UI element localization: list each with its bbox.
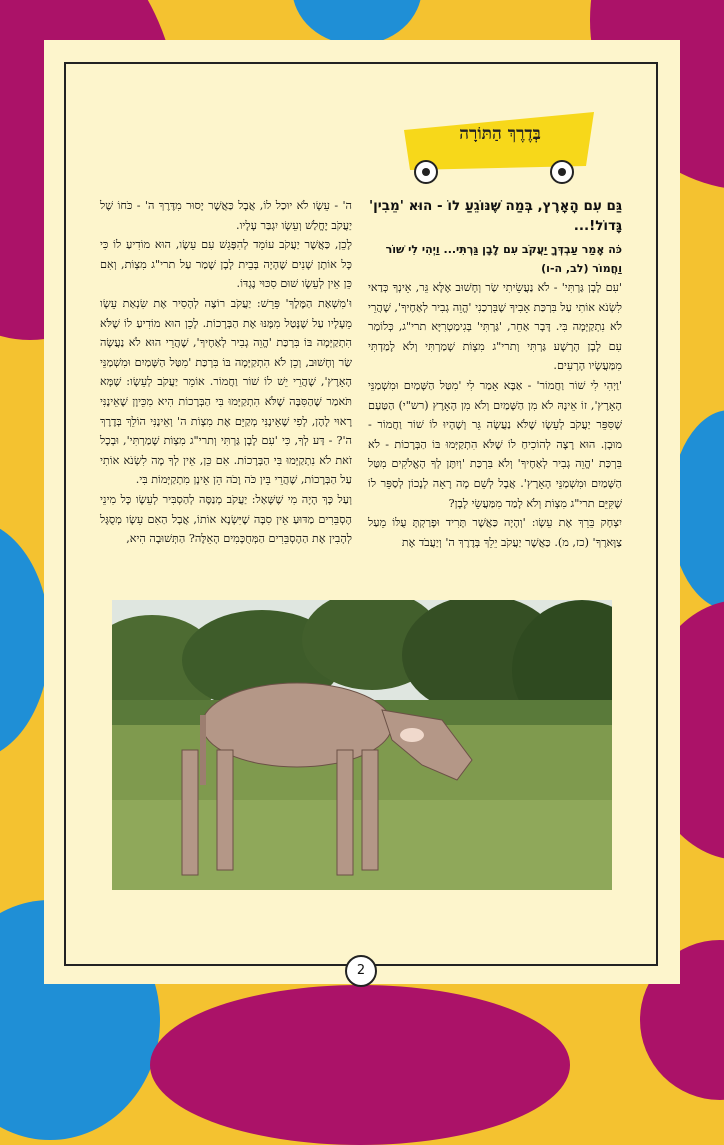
right-column	[368, 278, 622, 552]
paragraph: וְעַל כָּךְ הָיָה מִי שֶׁשָּׁאַל: יַעֲקֹב מְנַסֶּה לְהַסְבִּיר לְעֵשָׂו כָּל מִינֵי הֶסְבֵּרִים מַדּוּעַ אֵין סִבָּה שֶׁיִּשְׂנָא אוֹתוֹ, אֲבָל הַאִם עֵשָׂו מְסֻגָּל לְהָבִין אֶת הַהֶסְבֵּרִים הַמְּחֻכָּמִים הָאֵלֶּה? הַתְּשׁוּבָה הִיא,	[100, 492, 352, 546]
paragraph: לָכֵן, כַּאֲשֶׁר יַעֲקֹב עוֹמֵד לְהִפָּגֵשׁ עִם עֵשָׂו, הוּא מוֹדִיעַ לוֹ כִּי כָּל אוֹתָן שָׁנִים שֶׁהָיָה בְּבֵית לָבָן שָׁמַר עַל תרי"ג מִצְוֹת, וְאִם כֵּן אֵין לְעֵשָׂו שׁוּם סִכּוּי נֶגְדּוֹ.	[100, 238, 352, 291]
cow-photo	[112, 600, 612, 890]
background-blob-blue-top	[292, 0, 422, 45]
page-number: 2	[345, 955, 377, 987]
article-headline: גַּם עִם הָאָרֶץ, בְּמַה שֶּׁנּוֹגֵעַ לוֹ - הוּא 'מֵבִין' גָּדוֹל!...	[369, 198, 622, 234]
background-blob-magenta-bottom	[150, 985, 570, 1145]
paragraph: יִצְחָק בֵּרֵךְ אֶת עֵשָׂו: 'וְהָיָה כַּאֲשֶׁר תָּרִיד וּפָרַקְתָּ עֻלּוֹ מֵעַל צַוָּארֶךָ' (כז, מ). כַּאֲשֶׁר יַעֲקֹב יֵלֵךְ בְּדֶרֶךְ ה' וְיַעֲבֹד אֶת	[368, 516, 622, 549]
background-blob-blue-left	[0, 520, 50, 760]
paragraph: ה' - עֵשָׂו לֹא יוּכַל לוֹ, אֲבָל כַּאֲשֶׁר יָסוּר מִדֶּרֶךְ ה' - כֹּחוֹ שֶׁל יַעֲקֹב יֶחֱלַשׁ וְעֵשָׂו יִגְבַּר עָלָיו.	[100, 199, 352, 232]
cow-photo-image	[112, 600, 612, 890]
paragraph: 'עִם לָבָן גַּרְתִּי' - לֹא נַעֲשֵׂיתִי שַׂר וְחָשׁוּב אֶלָּא גֵּר, אֵינְךָ כְּדַאי לִשְׂנֹא אוֹתִי עַל בִּרְכַּת אָבִיךָ שֶׁבֵּרְכַנִי 'הֱוֵה גְבִיר לְאַחֶיךָ', שֶׁהֲרֵי לֹא נִתְקַיְּמָה בִּי. דָּבָר אַחֵר, 'גַּרְתִּי' בְּגִימַטְרִיָּא תרי"ג, כְּלוֹמַר עִם לָבָן הָרָשָׁע גַּרְתִּי וְתרי"ג מִצְוֹת שָׁמַרְתִּי וְלֹא לָמַדְתִּי מִמַּעֲשָׂיו הָרָעִים.	[368, 281, 622, 373]
section-header-bus	[396, 108, 602, 186]
section-title: בְּדֶרֶךְ הַתּוֹרָה	[459, 124, 541, 144]
paragraph: 'וַיְהִי לִי שׁוֹר וַחֲמוֹר' - אַבָּא אָמַר לִי 'מִטַּל הַשָּׁמַיִם וּמִשְׁמַנֵּי הָאָרֶץ', זוֹ אֵינָהּ לֹא מִן הַשָּׁמַיִם וְלֹא מִן הָאָרֶץ (רש"י) הַטַּעַם שֶׁסִּפֵּר יַעֲקֹב לְעֵשָׂו שֶׁלֹּא נַעֲשָׂה גֵּר וְשֶׁהָיוּ לוֹ שׁוֹר וַחֲמוֹר - מוּבָן. הוּא רָצָה לְהוֹכִיחַ לוֹ שֶׁלֹּא הִתְקַיְּמוּ בּוֹ הַבְּרָכוֹת - לֹא בִּרְכַּת 'הֱוֵה גְבִיר לְאַחֶיךָ' וְלֹא בִּרְכַּת 'וְיִתֶּן לְךָ הָאֱלֹקִים מִטַּל הַשָּׁמַיִם וּמִשְׁמַנֵּי הָאָרֶץ'. אֲבָל לְשֵׁם מָה רָאָה לְנָכוֹן לְסַפֵּר לוֹ שֶׁקִּיֵּם תרי"ג מִצְוֹת וְלֹא לָמַד מִמַּעֲשֵׂי לָבָן?	[368, 378, 622, 510]
paragraph: וּ'מִשְׁאַת הַמֶּלֶךְ' פֵּרֵשׁ: יַעֲקֹב רוֹצֶה לְהָסִיר אֶת שִׂנְאַת עֵשָׂו מֵעָלָיו עַל שֶׁנָּטַל מִמֶּנּוּ אֶת הַבְּרָכוֹת. לָכֵן הוּא מוֹדִיעַ לוֹ שֶׁלֹּא הִתְקַיְּמָה בּוֹ בִּרְכַּת 'הֱוֵה גְבִיר לְאַחֶיךָ', שֶׁהֲרֵי הוּא לֹא נַעֲשָׂה שַׂר וְחָשׁוּב, וְכֵן לֹא הִתְקַיְּמָה בּוֹ בִּרְכַּת 'מִטַּל הַשָּׁמַיִם וּמִשְׁמַנֵּי הָאָרֶץ', שֶׁהֲרֵי יֵשׁ לוֹ שׁוֹר וַחֲמוֹר. אוֹמֵר יַעֲקֹב לְעֵשָׂו: שֶׁמָּא תֹּאמַר שֶׁהַסִּבָּה שֶׁלֹּא הִתְקַיְּמוּ בִּי הַבְּרָכוֹת הִיא מִכֵּיוָן שֶׁאֵינֶנִּי רָאוּי לָהֶן, לְפִי שֶׁאֵינֶנִּי מְקַיֵּם אֶת מִצְוֹת ה' וְאֵינֶנִּי הוֹלֵךְ בְּדֶרֶךְ ה'? - דַּע לְךָ, כִּי 'עִם לָבָן גַּרְתִּי וְתרי"ג מִצְוֹת שָׁמַרְתִּי', וּבְכָל זֹאת לֹא נִתְקַיְּמוּ בִּי הַבְּרָכוֹת. אִם כֵּן, אֵין לְךָ מָה לִשְׂנֹא אוֹתִי עַל הַבְּרָכוֹת, שֶׁהֲרֵי בֵּין כֹּה וָכֹה הֵן אֵינָן מִתְקַיְּמוֹת בִּי.	[100, 296, 352, 487]
left-column	[100, 196, 352, 549]
article-subhead: כֹּה אָמַר עַבְדְּךָ יַעֲקֹב עִם לָבָן גַּרְתִּי... וַיְהִי לִי שׁוֹר וַחֲמוֹר (לב, ה-ו)	[385, 243, 622, 275]
